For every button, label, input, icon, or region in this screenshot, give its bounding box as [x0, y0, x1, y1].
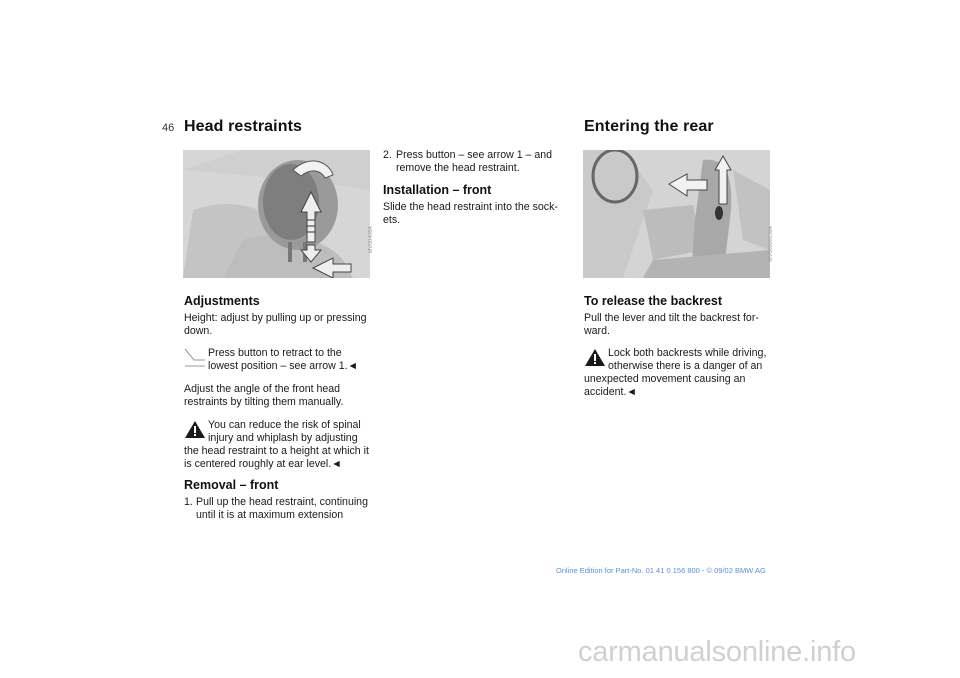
warning-whiplash-line4: is centered roughly at ear level.◄ — [184, 458, 342, 470]
removal-heading: Removal – front — [184, 478, 279, 492]
removal-step2-line1: Press button – see arrow 1 – and — [396, 149, 553, 161]
adjustments-line2: down. — [184, 325, 213, 337]
installation-line2: ets. — [383, 214, 401, 226]
warning-whiplash-line2: injury and whiplash by adjusting — [208, 432, 358, 444]
adjustments-line1: Height: adjust by pulling up or pressing — [184, 312, 367, 324]
adjustments-line3: Adjust the angle of the front head — [184, 383, 341, 395]
head-restraint-illustration — [183, 150, 370, 278]
warning-whiplash-line3: the head restraint to a height at which it — [184, 445, 369, 457]
footer-edition: Online Edition for Part-No. 01 41 0 156 800 - © 09/02 BMW AG — [556, 566, 766, 575]
removal-step2-number: 2. — [383, 149, 392, 161]
warning-backrest-line2: otherwise there is a danger of an — [608, 360, 763, 372]
release-line1: Pull the lever and tilt the backrest for- — [584, 312, 759, 324]
page-number: 46 — [162, 122, 175, 134]
warning-backrest — [584, 345, 779, 397]
warning-backrest-line3: unexpected movement causing an — [584, 373, 746, 385]
release-line2: ward. — [584, 325, 610, 337]
removal-step1-line1: Pull up the head restraint, continuing — [196, 496, 368, 508]
adjustments-heading: Adjustments — [184, 294, 260, 308]
removal-step2-line2: remove the head restraint. — [396, 162, 520, 174]
note-retract — [184, 345, 374, 375]
installation-heading: Installation – front — [383, 183, 492, 197]
backrest-illustration — [583, 150, 770, 278]
release-backrest-heading: To release the backrest — [584, 294, 723, 308]
warning-whiplash — [184, 417, 379, 469]
watermark-text: carmanualsonline.info — [578, 636, 856, 668]
removal-step1-line2: until it is at maximum extension — [196, 509, 344, 521]
warning-whiplash-line1: You can reduce the risk of spinal — [208, 419, 361, 431]
note-retract-line2: lowest position – see arrow 1.◄ — [208, 360, 359, 372]
note-retract-line1: Press button to retract to the — [208, 347, 342, 359]
figure-code: MV00009CMA — [768, 226, 774, 262]
warning-backrest-line1: Lock both backrests while driving, — [608, 347, 767, 359]
warning-icon — [184, 420, 206, 440]
section-title-entering-rear: Entering the rear — [584, 118, 714, 135]
warning-icon — [584, 348, 606, 368]
installation-line1: Slide the head restraint into the sock- — [383, 201, 558, 213]
note-icon — [184, 348, 206, 368]
warning-backrest-line4: accident.◄ — [584, 386, 637, 398]
head-restraint-figure — [183, 150, 370, 278]
backrest-figure — [583, 150, 770, 278]
section-title-head-restraints: Head restraints — [184, 118, 302, 135]
figure-code: MV00408A — [368, 226, 374, 254]
adjustments-line4: restraints by tilting them manually. — [184, 396, 344, 408]
removal-step1-number: 1. — [184, 496, 193, 508]
